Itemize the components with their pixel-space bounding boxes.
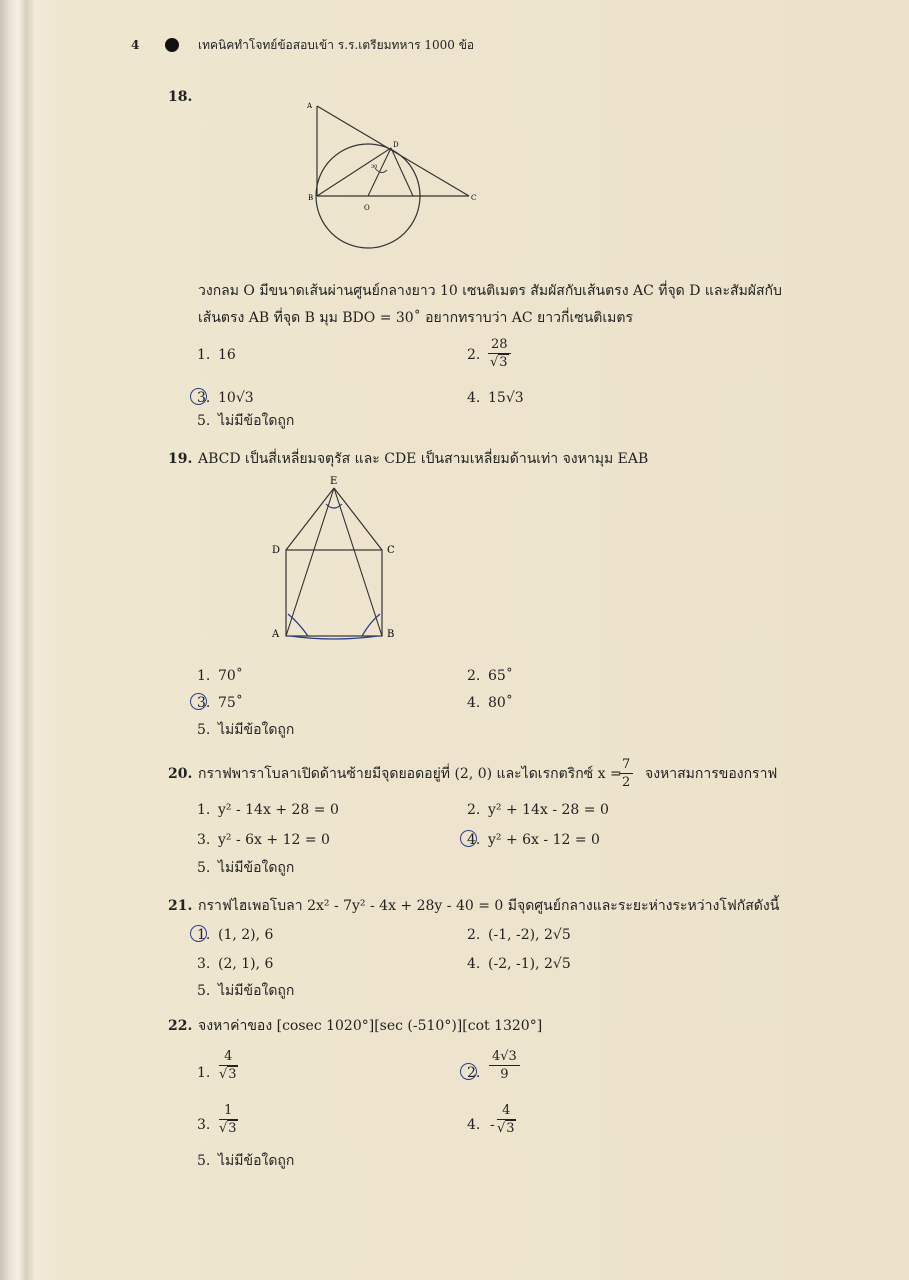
q18-choice3: 10√3 bbox=[218, 390, 254, 406]
q20-number: 20. bbox=[168, 766, 193, 782]
q19-choice3-label: 3. bbox=[197, 695, 211, 711]
q18-text-line2: เส้นตรง AB ที่จุด B มุม BDO = 30˚ อยากทราบว่า AC ยาวกี่เซนติเมตร bbox=[198, 310, 634, 326]
q19-choice4-label: 4. bbox=[467, 695, 481, 711]
q21-choice2: (-1, -2), 2√5 bbox=[488, 927, 571, 943]
q20-fraction-numerator: 7 bbox=[619, 757, 633, 774]
q19-choice1-label: 1. bbox=[197, 668, 211, 684]
q22-choice4-fraction: $\frac{4}{√3}$ bbox=[497, 1103, 515, 1136]
q22-choice1-label: 1. bbox=[197, 1065, 211, 1081]
q20-text-end: จงหาสมการของกราฟ bbox=[645, 766, 778, 782]
q22-choice3-denominator: 3 bbox=[228, 1121, 237, 1136]
q20-choice3: y² - 6x + 12 = 0 bbox=[218, 832, 330, 848]
q18-label-a: A bbox=[307, 102, 313, 110]
q19-label-e: E bbox=[330, 476, 338, 487]
q20-choice1-label: 1. bbox=[197, 802, 211, 818]
q19-text: ABCD เป็นสี่เหลี่ยมจตุรัส และ CDE เป็นสามเหลี่ยมด้านเท่า จงหามุม EAB bbox=[198, 451, 649, 467]
q22-choice2-label: 2. bbox=[467, 1065, 481, 1081]
q20-choice3-label: 3. bbox=[197, 832, 211, 848]
q19-choice5-label: 5. bbox=[197, 722, 211, 738]
q19-label-b: B bbox=[387, 629, 395, 640]
q21-choice4-label: 4. bbox=[467, 956, 481, 972]
bullet-icon bbox=[165, 38, 179, 52]
q20-choice1: y² - 14x + 28 = 0 bbox=[218, 802, 339, 818]
q18-number: 18. bbox=[168, 89, 193, 105]
q18-choice2-label: 2. bbox=[467, 347, 481, 363]
q21-choice1: (1, 2), 6 bbox=[218, 927, 274, 943]
q19-number: 19. bbox=[168, 451, 193, 467]
q21-choice2-label: 2. bbox=[467, 927, 481, 943]
q22-text: จงหาค่าของ [cosec 1020°][sec (-510°)][cot 1320°] bbox=[198, 1018, 543, 1034]
q22-number: 22. bbox=[168, 1018, 193, 1034]
q20-choice2-label: 2. bbox=[467, 802, 481, 818]
q22-choice2-numerator: 4√3 bbox=[489, 1049, 520, 1066]
q22-choice3-fraction: $\frac{1}{√3}$ bbox=[219, 1103, 237, 1136]
q22-choice5-label: 5. bbox=[197, 1153, 211, 1169]
q21-choice3-label: 3. bbox=[197, 956, 211, 972]
q18-label-b: B bbox=[308, 194, 314, 202]
q21-number: 21. bbox=[168, 898, 193, 914]
q20-text: กราฟพาราโบลาเปิดด้านซ้ายมีจุดยอดอยู่ที่ (2, 0) และไดเรกตริกซ์ x = bbox=[198, 766, 622, 782]
q20-choice2: y² + 14x - 28 = 0 bbox=[488, 802, 609, 818]
q19-choice2: 65˚ bbox=[488, 668, 513, 684]
q19-choice3: 75˚ bbox=[218, 695, 243, 711]
q21-choice5-label: 5. bbox=[197, 983, 211, 999]
q20-directrix-fraction bbox=[619, 757, 633, 791]
q18-choice1: 16 bbox=[218, 347, 236, 363]
q18-figure bbox=[305, 100, 485, 260]
page-header-title: เทคนิคทำโจทย์ข้อสอบเข้า ร.ร.เตรียมทหาร 1000 ข้อ bbox=[198, 38, 475, 52]
q22-choice2-fraction bbox=[489, 1049, 520, 1083]
q18-choice2-denominator: 3 bbox=[499, 355, 508, 370]
q21-choice5: ไม่มีข้อใดถูก bbox=[218, 983, 295, 999]
q22-choice1-fraction: $\frac{4}{√3}$ bbox=[219, 1049, 237, 1082]
q19-choice1: 70˚ bbox=[218, 668, 243, 684]
q19-choice5: ไม่มีข้อใดถูก bbox=[218, 722, 295, 738]
q22-choice4-numerator: 4 bbox=[497, 1103, 516, 1120]
q22-choice3-label: 3. bbox=[197, 1117, 211, 1133]
book-binding-edge bbox=[0, 0, 34, 1280]
q22-choice4-label: 4. bbox=[467, 1117, 481, 1133]
q22-choice3-numerator: 1 bbox=[219, 1103, 238, 1120]
q20-choice5: ไม่มีข้อใดถูก bbox=[218, 860, 295, 876]
q18-choice3-label: 3. bbox=[197, 390, 211, 406]
q19-label-c: C bbox=[387, 545, 395, 556]
q19-label-d: D bbox=[272, 545, 281, 556]
q18-label-c: C bbox=[471, 194, 477, 202]
q21-choice1-label: 1. bbox=[197, 927, 211, 943]
q22-choice2-denominator: 9 bbox=[500, 1067, 509, 1082]
q21-choice4: (-2, -1), 2√5 bbox=[488, 956, 571, 972]
q20-choice5-label: 5. bbox=[197, 860, 211, 876]
q18-choice1-label: 1. bbox=[197, 347, 211, 363]
q18-choice4: 15√3 bbox=[488, 390, 524, 406]
q19-choice4: 80˚ bbox=[488, 695, 513, 711]
q22-choice1-numerator: 4 bbox=[219, 1049, 238, 1066]
q20-choice4: y² + 6x - 12 = 0 bbox=[488, 832, 600, 848]
q22-choice1-denominator: 3 bbox=[228, 1067, 237, 1082]
q20-choice4-label: 4. bbox=[467, 832, 481, 848]
q18-label-o: O bbox=[364, 204, 370, 212]
q19-label-a: A bbox=[272, 629, 280, 640]
q18-choice5: ไม่มีข้อใดถูก bbox=[218, 413, 295, 429]
q21-choice3: (2, 1), 6 bbox=[218, 956, 274, 972]
q19-choice2-label: 2. bbox=[467, 668, 481, 684]
q22-choice5: ไม่มีข้อใดถูก bbox=[218, 1153, 295, 1169]
q18-label-d: D bbox=[393, 141, 399, 149]
q19-figure bbox=[268, 474, 408, 644]
q18-choice5-label: 5. bbox=[197, 413, 211, 429]
q18-choice2-fraction: $\frac{28}{√3}$ bbox=[488, 337, 511, 371]
q18-choice2-numerator: 28 bbox=[488, 337, 511, 354]
q22-choice4-sign: - bbox=[490, 1117, 495, 1133]
q22-choice4-denominator: 3 bbox=[506, 1121, 515, 1136]
q20-fraction-denominator: 2 bbox=[622, 775, 631, 790]
page-number: 4 bbox=[131, 38, 140, 52]
q18-choice4-label: 4. bbox=[467, 390, 481, 406]
q18-text-line1: วงกลม O มีขนาดเส้นผ่านศูนย์กลางยาว 10 เซนติเมตร สัมผัสกับเส้นตรง AC ที่จุด D และสัมผัสกับ bbox=[198, 283, 782, 299]
q18-angle-label: 30 bbox=[371, 164, 378, 170]
q21-text: กราฟไฮเพอโบลา 2x² - 7y² - 4x + 28y - 40 = 0 มีจุดศูนย์กลางและระยะห่างระหว่างโฟกัสดังนี้ bbox=[198, 898, 780, 914]
